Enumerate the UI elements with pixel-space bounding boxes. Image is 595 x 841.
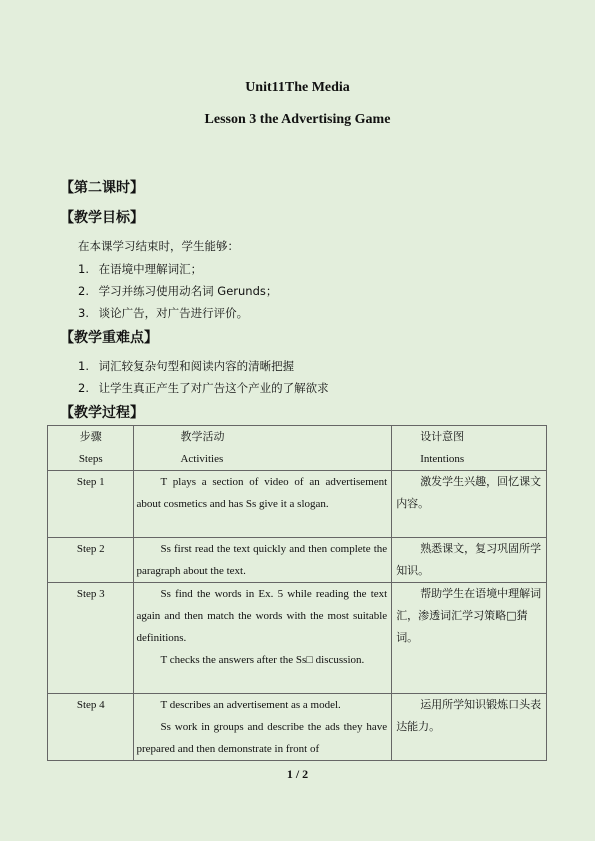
activity-cell (134, 471, 392, 538)
keypoint-text: 词汇较复杂句型和阅读内容的清晰把握 (98, 359, 295, 373)
header-steps (48, 426, 134, 471)
objective-number: 2. (78, 284, 89, 298)
keypoint-number: 1. (78, 359, 89, 373)
activity-text: T checks the answers after the Ss□ discussion. (160, 654, 365, 666)
header-steps-en: Steps (78, 453, 103, 465)
header-intentions (392, 426, 547, 471)
step-cell: Step 1 (48, 471, 134, 538)
page-title: Unit11The Media (245, 80, 350, 95)
page-number: 1 / 2 (286, 767, 309, 781)
header-intentions-zh: 设计意图 (420, 430, 465, 443)
activity-cell (134, 694, 392, 761)
keypoint-item (78, 380, 329, 396)
objective-text: 谈论广告，对广告进行评价。 (98, 306, 249, 320)
activity-text: Ss first read the text quickly and then complete the paragraph about the text. (136, 543, 388, 577)
section-objectives: 【教学目标】 (60, 210, 144, 226)
activity-cell (134, 538, 392, 583)
section-process: 【教学过程】 (60, 405, 144, 421)
table-row (48, 694, 547, 761)
header-intentions-en: Intentions (420, 453, 465, 465)
table-row (48, 471, 547, 538)
header-activities-zh: 教学活动 (180, 430, 225, 443)
objective-text: 在语境中理解词汇； (98, 262, 203, 276)
step-cell: Step 4 (48, 694, 134, 761)
activity-text: T describes an advertisement as a model. (160, 699, 341, 711)
activity-cell (134, 583, 392, 694)
objective-item (78, 305, 248, 321)
keypoint-item (78, 358, 294, 374)
objectives-intro: 在本课学习结束时，学生能够： (78, 239, 239, 253)
section-keypoints: 【教学重难点】 (60, 330, 158, 346)
section-period: 【第二课时】 (60, 180, 144, 196)
table-header-row (48, 426, 547, 471)
header-activities-en: Activities (180, 453, 224, 465)
keypoint-text: 让学生真正产生了对广告这个产业的了解欲求 (98, 381, 329, 395)
intention-cell: 激发学生兴趣，回忆课文内容。 (392, 471, 547, 538)
table-row (48, 538, 547, 583)
header-activities (134, 426, 392, 471)
objective-item (78, 283, 277, 299)
process-table (47, 425, 547, 761)
table-row (48, 583, 547, 694)
header-steps-zh: 步骤 (79, 430, 102, 443)
intention-cell: 帮助学生在语境中理解词汇，渗透词汇学习策略□猜词。 (392, 583, 547, 694)
activity-text: T plays a section of video of an advertisement about cosmetics and has Ss give it a slogan. (136, 476, 388, 510)
page-subtitle: Lesson 3 the Advertising Game (204, 112, 391, 127)
intention-cell: 熟悉课文，复习巩固所学知识。 (392, 538, 547, 583)
step-cell: Step 3 (48, 583, 134, 694)
activity-text: Ss find the words in Ex. 5 while reading the text again and then match the words with the most suitable definitions. (136, 588, 388, 644)
objective-number: 3. (78, 306, 89, 320)
objective-text: 学习并练习使用动名词 Gerunds； (98, 284, 278, 298)
keypoint-number: 2. (78, 381, 89, 395)
objective-number: 1. (78, 262, 89, 276)
step-cell: Step 2 (48, 538, 134, 583)
objective-item (78, 261, 202, 277)
intention-cell: 运用所学知识锻炼口头表达能力。 (392, 694, 547, 761)
activity-text: Ss work in groups and describe the ads they have prepared and then demonstrate in front of (136, 721, 388, 755)
